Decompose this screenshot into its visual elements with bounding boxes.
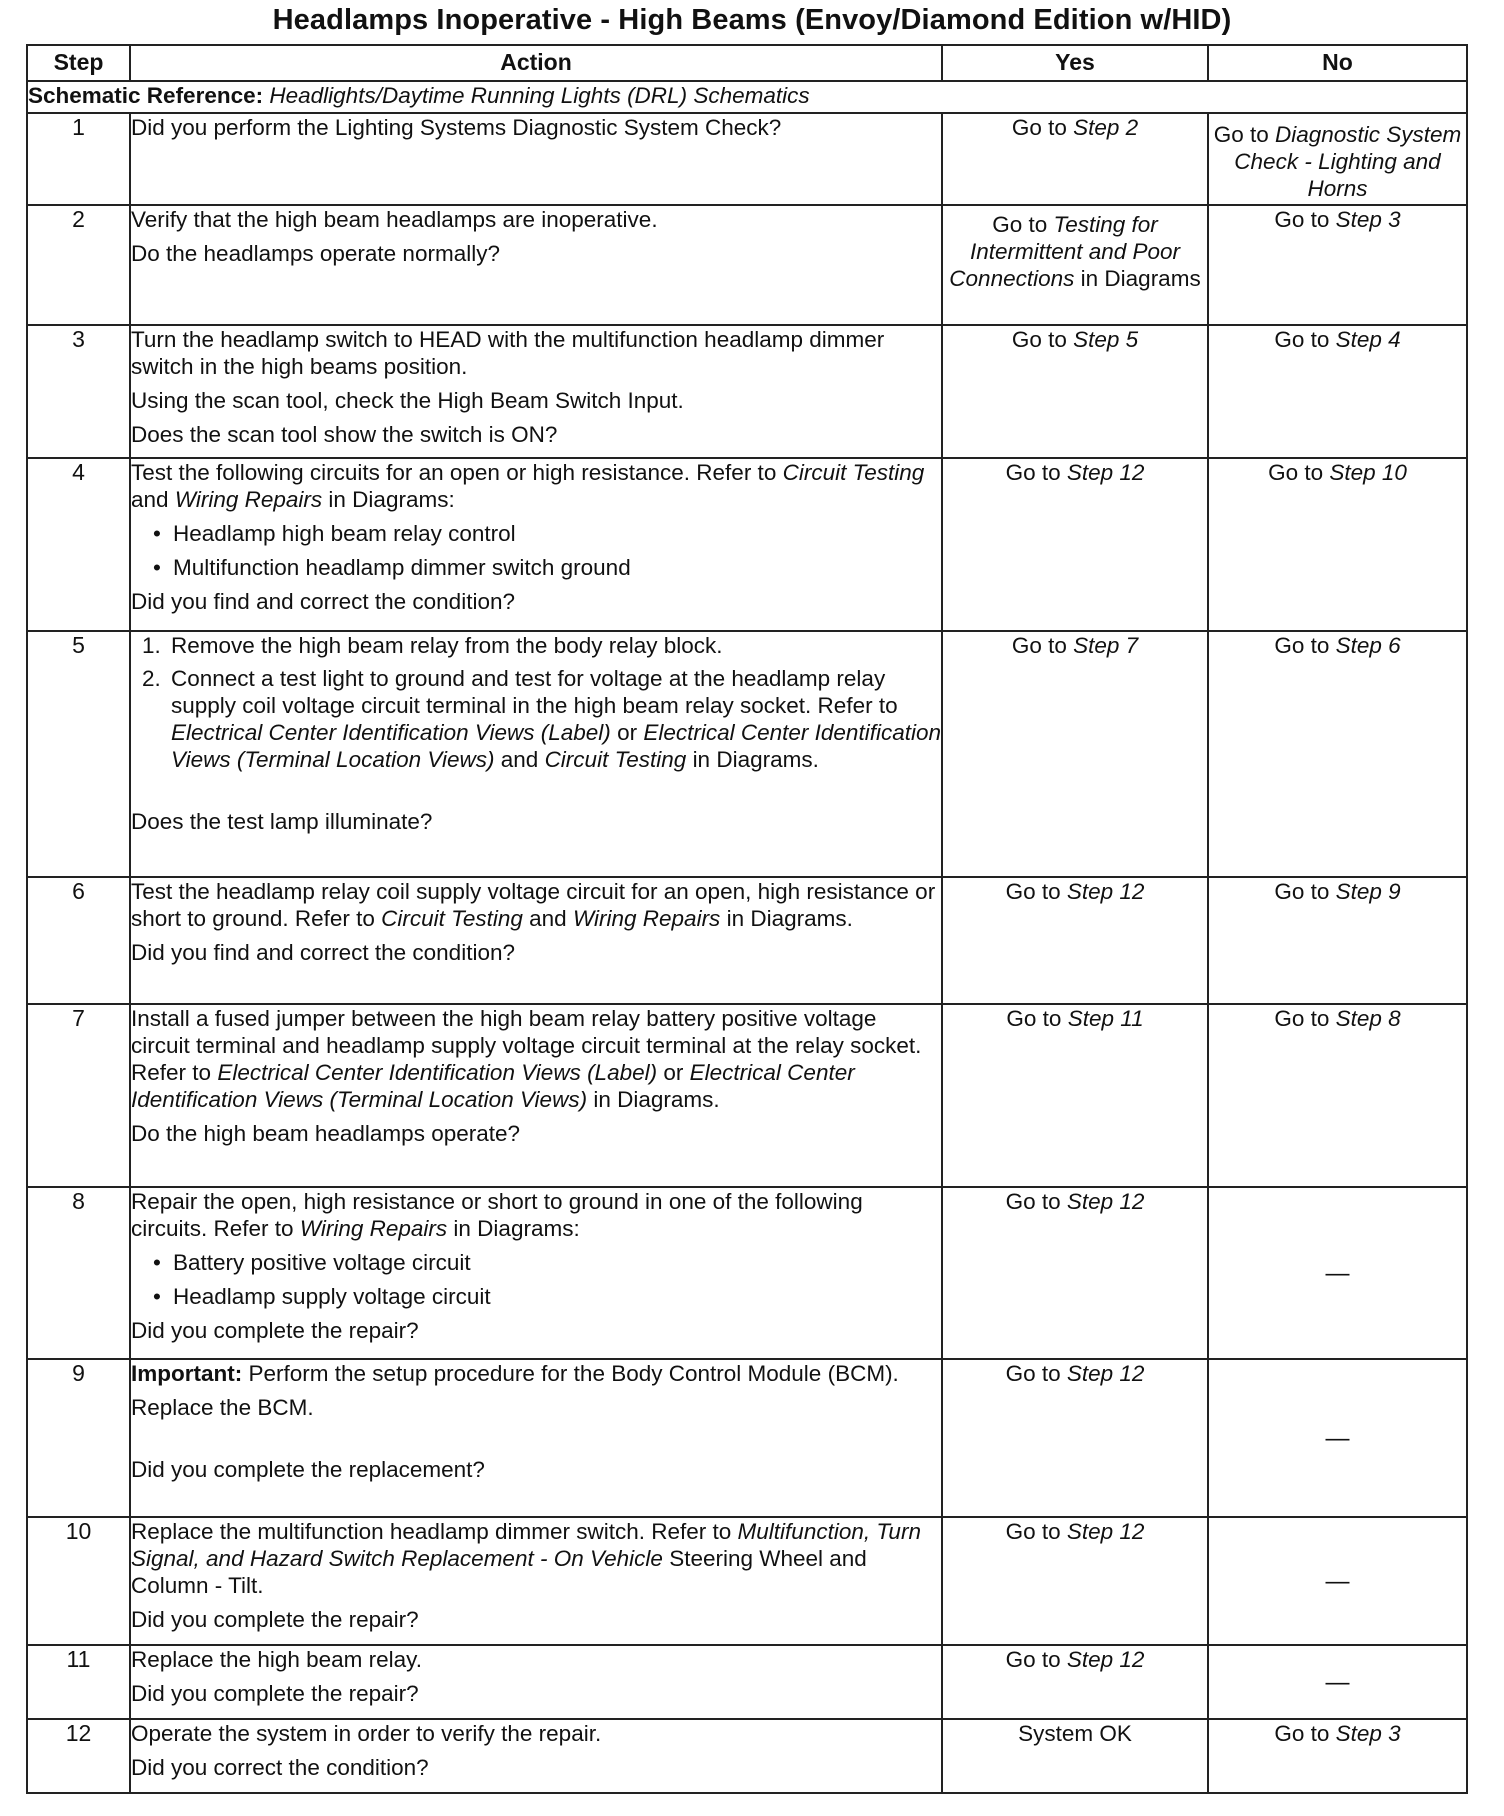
go-to-text: Go to — [1274, 327, 1330, 352]
table-row — [27, 1645, 1467, 1719]
action-text: Install a fused jumper between the high beam relay battery positive voltage circuit terminal and headlamp supply voltage circuit terminal at the relay socket. Refer to Electrical Center Identification Views (Label) or Electrical Center Identification Views (Terminal Location Views) in Diagrams. — [131, 1006, 922, 1112]
no-link[interactable]: Step 3 — [1335, 207, 1401, 232]
header-row — [27, 45, 1467, 81]
no-link[interactable]: Step 3 — [1335, 1721, 1401, 1746]
action-question: Did you perform the Lighting Systems Diagnostic System Check? — [131, 115, 782, 140]
table-row — [27, 1359, 1467, 1517]
table-row — [27, 205, 1467, 325]
action-text: Turn the headlamp switch to HEAD with the multifunction headlamp dimmer switch in the high beams position. — [131, 327, 885, 379]
step-number: 1 — [27, 113, 130, 205]
action-question: Do the high beam headlamps operate? — [131, 1121, 521, 1146]
no-cell-empty: — — [1208, 1517, 1467, 1645]
bullet-item: • Multifunction headlamp dimmer switch ground — [131, 554, 941, 581]
no-cell-empty: — — [1208, 1645, 1467, 1719]
step-action — [130, 1004, 942, 1187]
diagnostic-table — [26, 44, 1468, 1794]
go-to-text: Go to — [1005, 1519, 1061, 1544]
go-to-text: Go to — [1011, 115, 1067, 140]
table-row — [27, 1719, 1467, 1793]
yes-cell — [942, 1517, 1208, 1645]
table-row — [27, 631, 1467, 877]
electrical-center-terminal-link[interactable]: Electrical Center Identification Views (Terminal Location Views) — [131, 1060, 855, 1112]
no-cell — [1208, 325, 1467, 458]
circuit-testing-link[interactable]: Circuit Testing — [782, 460, 925, 485]
page-title: Headlamps Inoperative - High Beams (Envoy/Diamond Edition w/HID) — [272, 4, 1232, 36]
no-cell — [1208, 1004, 1467, 1187]
go-to-text: Go to — [1005, 1189, 1061, 1214]
no-cell — [1208, 631, 1467, 877]
yes-link[interactable]: Step 12 — [1066, 1189, 1145, 1214]
no-link[interactable]: Step 9 — [1335, 879, 1401, 904]
step-action — [130, 1517, 942, 1645]
go-to-text: Go to — [1268, 460, 1324, 485]
yes-link[interactable]: Step 12 — [1066, 1361, 1145, 1386]
list-item: 1. Remove the high beam relay from the body relay block. — [167, 632, 941, 659]
yes-cell — [942, 1645, 1208, 1719]
yes-cell — [942, 458, 1208, 631]
action-question: Did you complete the repair? — [131, 1318, 419, 1343]
yes-link[interactable]: Step 12 — [1066, 1647, 1145, 1672]
go-to-text: Go to — [1274, 633, 1330, 658]
action-question: Does the scan tool show the switch is ON? — [131, 422, 558, 447]
yes-cell — [942, 877, 1208, 1004]
no-cell — [1208, 877, 1467, 1004]
yes-link[interactable]: Step 12 — [1066, 879, 1145, 904]
yes-cell — [942, 113, 1208, 205]
action-question: Did you find and correct the condition? — [131, 940, 515, 965]
action-question: Did you complete the repair? — [131, 1681, 419, 1706]
step-action — [130, 1719, 942, 1793]
go-to-text: Go to — [1011, 327, 1067, 352]
go-to-text: Go to — [1005, 1647, 1061, 1672]
step-number: 6 — [27, 877, 130, 1004]
switch-replacement-link[interactable]: Multifunction, Turn Signal, and Hazard Switch Replacement - On Vehicle — [131, 1519, 921, 1571]
action-question: Did you complete the replacement? — [131, 1457, 485, 1482]
action-question: Did you find and correct the condition? — [131, 589, 515, 614]
header-yes: Yes — [942, 45, 1208, 81]
header-action: Action — [130, 45, 942, 81]
action-text: Replace the multifunction headlamp dimmer switch. Refer to Multifunction, Turn Signal, and Hazard Switch Replacement - On Vehicle Steering Wheel and Column - Tilt. — [131, 1519, 921, 1598]
action-text: Repair the open, high resistance or short to ground in one of the following circuits. Refer to Wiring Repairs in Diagrams: — [131, 1189, 863, 1241]
step-number: 11 — [27, 1645, 130, 1719]
action-text: Replace the BCM. — [131, 1395, 314, 1420]
step-action — [130, 877, 942, 1004]
step-number: 5 — [27, 631, 130, 877]
schematic-row — [27, 81, 1467, 113]
yes-link[interactable]: Step 11 — [1067, 1006, 1144, 1031]
go-to-text: Go to — [1274, 1721, 1330, 1746]
go-to-text: Go to — [1213, 122, 1269, 147]
yes-suffix: in Diagrams — [1080, 266, 1201, 291]
important-label: Important: — [131, 1361, 243, 1386]
step-number: 12 — [27, 1719, 130, 1793]
go-to-text: Go to — [992, 212, 1048, 237]
yes-cell — [942, 1004, 1208, 1187]
yes-link[interactable]: Step 2 — [1073, 115, 1139, 140]
go-to-text: Go to — [1011, 633, 1067, 658]
electrical-center-terminal-link[interactable]: Electrical Center Identification Views (Terminal Location Views) — [171, 720, 941, 772]
step-number: 2 — [27, 205, 130, 325]
table-row — [27, 1187, 1467, 1359]
action-text: Test the following circuits for an open or high resistance. Refer to Circuit Testing and Wiring Repairs in Diagrams: — [131, 460, 925, 512]
schematic-reference — [27, 81, 1467, 113]
important-note: Important: Perform the setup procedure for the Body Control Module (BCM). — [131, 1361, 899, 1386]
go-to-text: Go to — [1005, 1361, 1061, 1386]
no-link[interactable]: Step 10 — [1329, 460, 1407, 485]
list-item: 2. Connect a test light to ground and test for voltage at the headlamp relay supply coil voltage circuit terminal in the high beam relay socket. Refer to Electrical Center Identification Views (Label) or Electrical Center Identification Views (Terminal Location Views) and Circuit Testing in Diagrams. — [167, 665, 941, 773]
yes-link[interactable]: Step 5 — [1073, 327, 1139, 352]
action-text: Verify that the high beam headlamps are inoperative. — [131, 207, 658, 232]
step-action — [130, 1187, 942, 1359]
step-action — [130, 1645, 942, 1719]
step-number: 8 — [27, 1187, 130, 1359]
header-no: No — [1208, 45, 1467, 81]
schematic-link[interactable]: Headlights/Daytime Running Lights (DRL) Schematics — [269, 83, 810, 108]
step-action — [130, 458, 942, 631]
action-text: Test the headlamp relay coil supply voltage circuit for an open, high resistance or short to ground. Refer to Circuit Testing and Wiring Repairs in Diagrams. — [131, 879, 936, 931]
go-to-text: Go to — [1274, 207, 1330, 232]
circuit-testing-link[interactable]: Circuit Testing — [544, 747, 687, 772]
action-question: Do the headlamps operate normally? — [131, 241, 500, 266]
yes-cell — [942, 1359, 1208, 1517]
go-to-text: Go to — [1005, 460, 1061, 485]
step-number: 3 — [27, 325, 130, 458]
table-row — [27, 458, 1467, 631]
no-cell-empty: — — [1208, 1187, 1467, 1359]
no-link[interactable]: Diagnostic System Check - Lighting and Horns — [1234, 122, 1462, 201]
action-text: Operate the system in order to verify the repair. — [131, 1721, 602, 1746]
header-step: Step — [27, 45, 130, 81]
yes-link[interactable]: Step 12 — [1066, 460, 1145, 485]
bullet-item: • Battery positive voltage circuit — [131, 1249, 941, 1276]
bullet-item: • Headlamp supply voltage circuit — [131, 1283, 941, 1310]
step-action — [130, 325, 942, 458]
no-link[interactable]: Step 4 — [1335, 327, 1401, 352]
yes-link[interactable]: Step 12 — [1066, 1519, 1145, 1544]
no-cell — [1208, 1719, 1467, 1793]
yes-cell — [942, 1187, 1208, 1359]
step-action — [130, 113, 942, 205]
table-row — [27, 877, 1467, 1004]
step-action — [130, 631, 942, 877]
yes-link[interactable]: Step 7 — [1073, 633, 1139, 658]
numbered-list — [131, 632, 941, 773]
step-number: 10 — [27, 1517, 130, 1645]
electrical-center-label-link[interactable]: Electrical Center Identification Views (Label) — [171, 720, 611, 745]
no-cell — [1208, 458, 1467, 631]
step-number: 7 — [27, 1004, 130, 1187]
yes-cell — [942, 631, 1208, 877]
no-link[interactable]: Step 8 — [1335, 1006, 1401, 1031]
action-question: Does the test lamp illuminate? — [131, 809, 433, 834]
wiring-repairs-link[interactable]: Wiring Repairs — [572, 906, 721, 931]
yes-cell — [942, 325, 1208, 458]
table-row — [27, 1004, 1467, 1187]
step-number: 4 — [27, 458, 130, 631]
electrical-center-label-link[interactable]: Electrical Center Identification Views (Label) — [217, 1060, 658, 1085]
go-to-text: Go to — [1274, 879, 1330, 904]
action-question: Did you correct the condition? — [131, 1755, 429, 1780]
action-question: Did you complete the repair? — [131, 1607, 419, 1632]
no-link[interactable]: Step 6 — [1335, 633, 1401, 658]
go-to-text: Go to — [1006, 1006, 1062, 1031]
action-text: Replace the high beam relay. — [131, 1647, 423, 1672]
no-cell-empty: — — [1208, 1359, 1467, 1517]
yes-link[interactable]: Testing for Intermittent and Poor Connections — [949, 212, 1181, 291]
schematic-label: Schematic Reference: — [28, 83, 264, 108]
step-action — [130, 205, 942, 325]
go-to-text: Go to — [1274, 1006, 1330, 1031]
go-to-text: Go to — [1005, 879, 1061, 904]
yes-cell — [942, 205, 1208, 325]
table-row — [27, 113, 1467, 205]
yes-cell: System OK — [942, 1719, 1208, 1793]
table-row — [27, 1517, 1467, 1645]
wiring-repairs-link[interactable]: Wiring Repairs — [299, 1216, 448, 1241]
no-cell — [1208, 113, 1467, 205]
wiring-repairs-link[interactable]: Wiring Repairs — [174, 487, 323, 512]
circuit-testing-link[interactable]: Circuit Testing — [381, 906, 523, 931]
step-number: 9 — [27, 1359, 130, 1517]
table-row — [27, 325, 1467, 458]
no-cell — [1208, 205, 1467, 325]
action-text: Using the scan tool, check the High Beam Switch Input. — [131, 388, 684, 413]
bullet-item: • Headlamp high beam relay control — [131, 520, 941, 547]
step-action — [130, 1359, 942, 1517]
